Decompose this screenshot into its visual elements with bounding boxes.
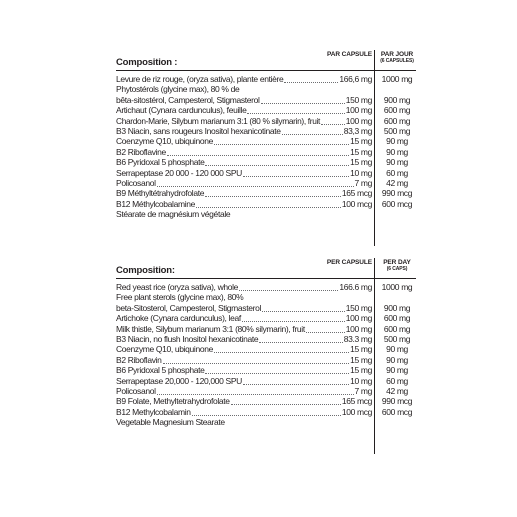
per-day-value: 500 mg	[383, 125, 411, 136]
per-capsule-value: 15 mg	[350, 354, 372, 365]
per-day-value: 600 mg	[383, 115, 411, 126]
per-day-sublabel: (6 CAPS)	[386, 266, 408, 272]
per-capsule-value: 166,6 mg	[339, 74, 372, 84]
ingredient-name: bêta-sitostérol, Campesterol, Stigmasterol	[116, 94, 260, 105]
ingredient-name: Policosanol	[116, 177, 156, 188]
per-capsule-value: 166.6 mg	[339, 282, 372, 292]
ingredient-name: Levure de riz rouge, (oryza sativa), plante entière	[116, 74, 284, 84]
ingredient-name: Stéarate de magnésium végétale	[116, 209, 231, 220]
per-capsule-value: 165 mcg	[341, 188, 372, 199]
ingredient-row	[116, 136, 416, 146]
ingredient-row	[116, 303, 416, 313]
ingredient-row	[116, 157, 416, 167]
per-day-value: 90 mg	[386, 157, 408, 168]
composition-title: Composition :	[116, 57, 178, 68]
per-day-header	[377, 259, 417, 273]
ingredient-row	[116, 417, 416, 427]
per-capsule-value: 7 mg	[354, 385, 372, 396]
ingredient-row	[116, 313, 416, 323]
ingredient-name: B2 Riboflavin	[116, 354, 162, 365]
ingredient-name: B12 Méthylcobalamine	[116, 198, 195, 209]
per-day-value: 600 mcg	[381, 406, 413, 417]
ingredient-list	[116, 71, 416, 219]
ingredient-row	[116, 178, 416, 188]
ingredient-row	[116, 407, 416, 417]
ingredient-row	[116, 324, 416, 334]
per-day-value: 990 mcg	[381, 396, 413, 407]
ingredient-name: Artichoke (Cynara cardunculus), leaf	[116, 313, 241, 324]
per-capsule-value: 7 mg	[354, 177, 372, 188]
per-day-value: 90 mg	[386, 354, 408, 365]
ingredient-row	[116, 147, 416, 157]
per-capsule-value: 100 mg	[345, 313, 372, 324]
composition-panel-english	[116, 258, 416, 427]
ingredient-row	[116, 365, 416, 375]
per-day-label: PAR JOUR	[380, 51, 414, 58]
per-capsule-value: 15 mg	[350, 146, 372, 157]
ingredient-row	[116, 396, 416, 406]
ingredient-row	[116, 84, 416, 94]
ingredient-row	[116, 116, 416, 126]
ingredient-name: B9 Méthyltétrahydrofolate	[116, 188, 205, 199]
dot-leader	[205, 196, 341, 197]
dot-leader	[192, 415, 341, 416]
ingredient-row	[116, 105, 416, 115]
per-capsule-value: 15 mg	[350, 157, 372, 168]
composition-header	[116, 50, 416, 71]
per-capsule-header: PER CAPSULE	[326, 259, 372, 266]
ingredient-row	[116, 344, 416, 354]
ingredient-list	[116, 279, 416, 427]
ingredient-row	[116, 74, 416, 84]
per-day-value: 600 mg	[383, 105, 411, 116]
ingredient-name: Serrapeptase 20 000 - 120 000 SPU	[116, 167, 242, 178]
ingredient-name: B2 Riboflavine	[116, 146, 166, 157]
per-day-value: 990 mcg	[381, 188, 413, 199]
per-day-value: 1000 mg	[381, 282, 413, 292]
ingredient-name: Artichaut (Cynara cardunculus), feuille	[116, 105, 247, 116]
per-day-value: 90 mg	[386, 344, 408, 355]
per-day-label: PER DAY	[383, 259, 411, 266]
per-capsule-value: 100 mg	[345, 323, 372, 334]
ingredient-name: Free plant sterols (glycine max), 80%	[116, 292, 244, 303]
ingredient-row	[116, 199, 416, 209]
per-capsule-value: 15 mg	[350, 136, 372, 147]
per-day-value: 1000 mg	[381, 74, 413, 84]
ingredient-name: beta-Sitosterol, Campesterol, Stigmasterol	[116, 302, 261, 313]
ingredient-row	[116, 292, 416, 302]
per-capsule-value: 165 mcg	[341, 396, 372, 407]
ingredient-row	[116, 376, 416, 386]
ingredient-name: Vegetable Magnesium Stearate	[116, 417, 225, 428]
ingredient-name: B6 Pyridoxal 5 phosphate	[116, 365, 205, 376]
per-capsule-value: 15 mg	[350, 365, 372, 376]
per-day-value: 90 mg	[386, 365, 408, 376]
ingredient-row	[116, 282, 416, 292]
ingredient-name: Milk thistle, Silybum marianum 3:1 (80% silymarin), fruit	[116, 323, 305, 334]
per-capsule-value: 100 mg	[345, 105, 372, 116]
ingredient-row	[116, 355, 416, 365]
ingredient-name: Coenzyme Q10, ubiquinone	[116, 136, 213, 147]
per-capsule-value: 150 mg	[345, 94, 372, 105]
per-day-header	[377, 51, 417, 65]
ingredient-name: Coenzyme Q10, ubiquinone	[116, 344, 213, 355]
per-capsule-value: 10 mg	[350, 375, 372, 386]
per-capsule-value: 83.3 mg	[343, 333, 372, 344]
per-day-value: 900 mg	[383, 302, 411, 313]
per-day-value: 900 mg	[383, 94, 411, 105]
per-capsule-value: 100 mcg	[341, 406, 372, 417]
ingredient-name: Policosanol	[116, 385, 156, 396]
ingredient-row	[116, 209, 416, 219]
ingredient-name: B12 Methylcobalamin	[116, 406, 191, 417]
per-day-value: 60 mg	[386, 375, 408, 386]
ingredient-row	[116, 126, 416, 136]
ingredient-row	[116, 168, 416, 178]
composition-title: Composition:	[116, 265, 175, 276]
per-capsule-value: 100 mcg	[341, 198, 372, 209]
per-capsule-value: 15 mg	[350, 344, 372, 355]
per-capsule-value: 10 mg	[350, 167, 372, 178]
ingredient-name: Chardon-Marie, Silybum marianum 3:1 (80 % silymarin), fruit	[116, 115, 320, 126]
ingredient-row	[116, 95, 416, 105]
ingredient-name: B3 Niacin, no flush Inositol hexanicotinate	[116, 333, 259, 344]
per-day-value: 500 mg	[383, 333, 411, 344]
ingredient-name: B9 Folate, Methyltetrahydrofolate	[116, 396, 230, 407]
per-capsule-value: 150 mg	[345, 302, 372, 313]
dot-leader	[196, 207, 341, 208]
per-day-sublabel: (6 CAPSULES)	[380, 58, 414, 64]
per-capsule-header: PAR CAPSULE	[326, 51, 372, 58]
ingredient-name: B3 Niacin, sans rougeurs Inositol hexanicotinate	[116, 125, 281, 136]
per-day-value: 600 mcg	[381, 198, 413, 209]
ingredient-row	[116, 334, 416, 344]
per-day-value: 42 mg	[386, 177, 408, 188]
composition-panel-french	[116, 50, 416, 219]
per-day-value: 42 mg	[386, 385, 408, 396]
per-day-value: 600 mg	[383, 313, 411, 324]
ingredient-name: B6 Pyridoxal 5 phosphate	[116, 157, 205, 168]
per-capsule-value: 83,3 mg	[343, 125, 372, 136]
ingredient-row	[116, 386, 416, 396]
per-day-value: 90 mg	[386, 136, 408, 147]
ingredient-name: Phytostérols (glycine max), 80 % de	[116, 84, 240, 95]
ingredient-name: Red yeast rice (oryza sativa), whole	[116, 282, 239, 292]
per-day-value: 60 mg	[386, 167, 408, 178]
per-capsule-value: 100 mg	[345, 115, 372, 126]
ingredient-row	[116, 188, 416, 198]
per-day-value: 90 mg	[386, 146, 408, 157]
ingredient-name: Serrapeptase 20,000 - 120,000 SPU	[116, 375, 242, 386]
composition-header	[116, 258, 416, 279]
per-day-value: 600 mg	[383, 323, 411, 334]
